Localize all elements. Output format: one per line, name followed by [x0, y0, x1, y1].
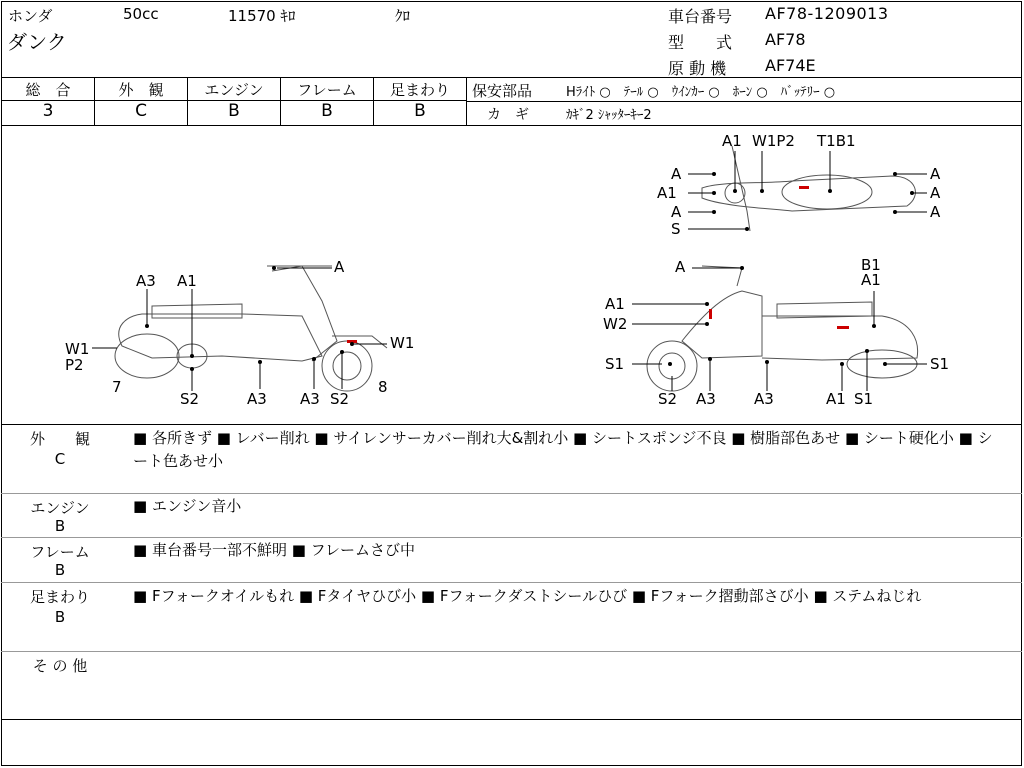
- safety-label: 保安部品: [472, 82, 533, 100]
- grade-value-frame: B: [321, 101, 333, 121]
- top-label-a-2: A: [671, 203, 682, 221]
- displacement: 50cc: [123, 5, 159, 23]
- left-label-s2-2: S2: [330, 390, 350, 408]
- left-label-s2: S2: [180, 390, 200, 408]
- divider: [1, 424, 1022, 425]
- top-label-a-4: A: [930, 184, 941, 202]
- top-label-a-3: A: [930, 165, 941, 183]
- section-text-engine: ■ エンジン音小: [133, 497, 242, 515]
- section-text-frame: ■ 車台番号一部不鮮明 ■ フレームさび中: [133, 541, 416, 559]
- divider: [1, 77, 1022, 78]
- grade-value-suspension: B: [414, 101, 426, 121]
- left-label-a3-2: A3: [247, 390, 267, 408]
- section-title-other: そ の 他: [32, 657, 88, 675]
- right-label-s1-3: S1: [854, 390, 874, 408]
- right-label-s2: S2: [658, 390, 678, 408]
- right-label-s1-2: S1: [930, 355, 950, 373]
- right-label-s1: S1: [605, 355, 625, 373]
- left-label-a: A: [334, 258, 345, 276]
- top-label-t1b1: T1B1: [817, 132, 856, 150]
- top-label-a1-2: A1: [657, 184, 677, 202]
- divider: [1, 493, 1022, 494]
- left-label-7: 7: [112, 378, 122, 396]
- right-label-b1: B1: [861, 256, 881, 274]
- section-text-exterior: ■ 各所きず ■ レバー削れ ■ サイレンサーカバー削れ大&割れ小 ■ シートスポンジ不良 ■ 樹脂部色あせ ■ シート硬化小 ■ シート色あせ小: [133, 429, 993, 470]
- section-text-suspension: ■ Fフォークオイルもれ ■ Fタイヤひび小 ■ Fフォークダストシールひび ■ Fフォーク摺動部さび小 ■ ステムねじれ: [133, 587, 922, 605]
- left-label-w1-2: W1: [390, 334, 415, 352]
- leader-dots: [145, 172, 914, 371]
- section-grade-suspension: B: [54, 608, 66, 626]
- divider: [1, 582, 1022, 583]
- left-label-a3-3: A3: [300, 390, 320, 408]
- left-label-a1: A1: [177, 272, 197, 290]
- maker: ホンダ: [8, 7, 53, 25]
- right-label-a: A: [675, 258, 686, 276]
- grade-value-total: 3: [42, 101, 54, 121]
- left-label-w1: W1: [65, 340, 90, 358]
- top-label-a1: A1: [722, 132, 742, 150]
- damage-diagram: [2, 126, 1021, 424]
- model-name: ダンク: [7, 30, 67, 54]
- top-label-a-1: A: [671, 165, 682, 183]
- section-grade-engine: B: [54, 517, 66, 535]
- divider: [1, 537, 1022, 538]
- frame-no: AF78-1209013: [765, 4, 889, 23]
- section-title-frame: フレーム: [30, 543, 90, 561]
- frame-no-label: 車台番号: [668, 7, 733, 26]
- type-label: 型 式: [668, 33, 733, 52]
- right-label-a3-2: A3: [754, 390, 774, 408]
- divider: [1, 651, 1022, 652]
- engine-value: AF74E: [765, 56, 816, 75]
- key-value: ｶｷﾞ2 ｼｬｯﾀｰｷｰ2: [566, 108, 652, 123]
- grade-label-total: 総 合: [25, 81, 71, 99]
- safety-items: Hﾗｲﾄ ○ ﾃｰﾙ ○ ｳｲﾝｶｰ ○ ﾎｰﾝ ○ ﾊﾞｯﾃﾘｰ ○: [566, 85, 836, 100]
- right-label-a3: A3: [696, 390, 716, 408]
- divider: [1, 719, 1022, 720]
- top-label-s: S: [671, 220, 681, 238]
- divider: [467, 101, 1022, 102]
- section-grade-frame: B: [54, 561, 66, 579]
- grade-label-engine: エンジン: [204, 81, 264, 99]
- right-label-w2: W2: [603, 315, 628, 333]
- grade-label-frame: フレーム: [297, 81, 357, 99]
- section-grade-exterior: C: [54, 450, 66, 468]
- color: ｸﾛ: [395, 7, 411, 25]
- right-label-a1-3: A1: [826, 390, 846, 408]
- right-label-a1: A1: [861, 271, 881, 289]
- grade-label-exterior: 外 観: [118, 81, 164, 99]
- section-title-engine: エンジン: [30, 499, 90, 517]
- divider: [466, 77, 467, 125]
- type-value: AF78: [765, 30, 806, 49]
- top-label-a-5: A: [930, 203, 941, 221]
- section-title-suspension: 足まわり: [29, 588, 90, 606]
- key-label: カ ギ: [487, 107, 529, 123]
- left-label-8: 8: [378, 378, 388, 396]
- right-label-a1-2: A1: [605, 295, 625, 313]
- left-label-p2: P2: [65, 356, 84, 374]
- engine-label: 原 動 機: [668, 59, 727, 78]
- mileage: 11570 ｷﾛ: [228, 7, 296, 25]
- top-label-w1p2: W1P2: [752, 132, 795, 150]
- grade-label-suspension: 足まわり: [389, 81, 450, 99]
- grade-value-engine: B: [228, 101, 240, 121]
- section-title-exterior: 外 観: [29, 430, 90, 448]
- grade-value-exterior: C: [135, 101, 147, 121]
- diagram-labels: [65, 132, 949, 408]
- left-label-a3: A3: [136, 272, 156, 290]
